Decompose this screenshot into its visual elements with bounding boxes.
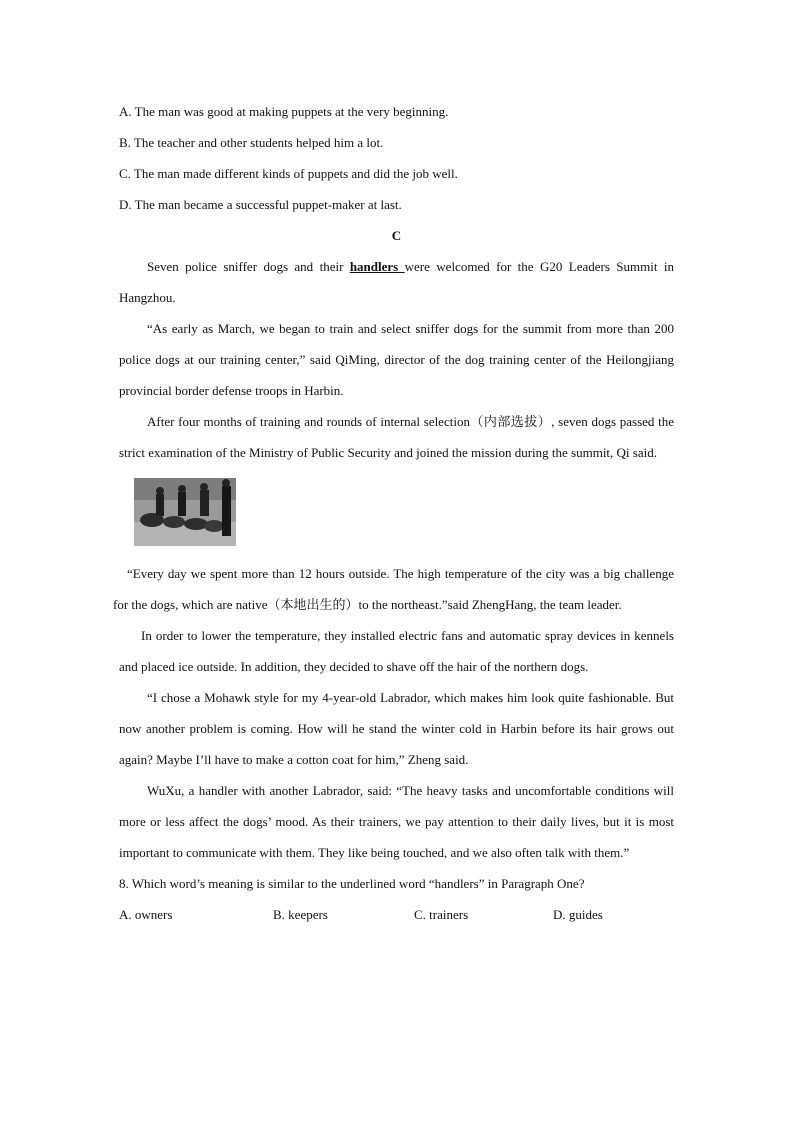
prev-option-a: A. The man was good at making puppets at the very beginning. (119, 104, 449, 119)
document-page (113, 96, 674, 930)
p1-text-after: were welcomed for the G20 Leaders Summit in Hangzhou. (119, 259, 674, 305)
section-label: C (391, 228, 402, 243)
question-8-options (119, 899, 674, 930)
prev-option-d: D. The man became a successful puppet-maker at last. (119, 197, 402, 212)
paragraph-7: WuXu, a handler with another Labrador, said: “The heavy tasks and uncomfortable conditions will more or less affect the dogs’ mood. As their trainers, we pay attention to their daily lives, but it is most important to communicate with them. They like being touched, and we also often talk with them.” (119, 783, 674, 860)
paragraph-5: In order to lower the temperature, they installed electric fans and automatic spray devices in kennels and placed ice outside. In addition, they decided to shave off the hair of the northern dogs. (119, 628, 674, 674)
paragraph-6: “I chose a Mohawk style for my 4-year-old Labrador, which makes him look quite fashionable. But now another problem is coming. How will he stand the winter cold in Harbin before its hair grows out again? Maybe I’ll have to make a cotton coat for him,” Zheng said. (119, 690, 674, 767)
paragraph-4: “Every day we spent more than 12 hours outside. The high temperature of the city was a big challenge for the dogs, which are native（本地出生的）to the northeast.”said ZhengHang, the team leader. (113, 566, 674, 612)
dogs-and-handlers-photo (134, 478, 236, 546)
underlined-word-handlers: handlers (349, 259, 405, 274)
prev-option-b: B. The teacher and other students helped him a lot. (119, 135, 384, 150)
p1-text-before: Seven police sniffer dogs and their (147, 259, 350, 274)
option-a: A. owners (119, 907, 173, 922)
option-d: D. guides (553, 907, 603, 922)
option-b: B. keepers (273, 907, 328, 922)
paragraph-1 (119, 251, 674, 313)
paragraph-2: “As early as March, we began to train and select sniffer dogs for the summit from more than 200 police dogs at our training center,” said QiMing, director of the dog training center of the Heilongjiang provincial border defense troops in Harbin. (119, 321, 674, 398)
paragraph-3: After four months of training and rounds of internal selection（内部选拔）, seven dogs passed the strict examination of the Ministry of Public Security and joined the mission during the summit, Qi said. (119, 414, 674, 460)
option-c: C. trainers (414, 907, 469, 922)
prev-option-c: C. The man made different kinds of puppets and did the job well. (119, 166, 458, 181)
question-8-stem: 8. Which word’s meaning is similar to the underlined word “handlers” in Paragraph One? (119, 876, 585, 891)
